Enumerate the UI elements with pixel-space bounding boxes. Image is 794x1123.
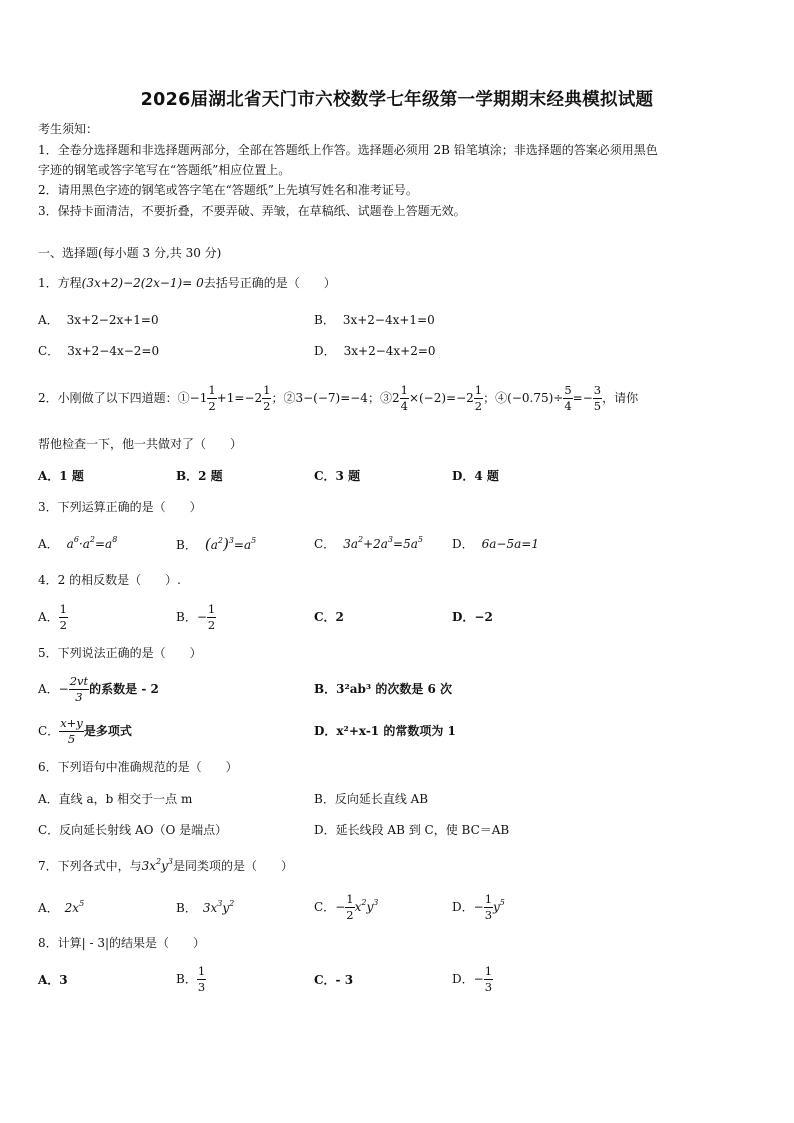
- fraction: $\frac{1}{4}$: [400, 383, 408, 413]
- q5-option-d[interactable]: D．x²+x-1 的常数项为 1: [314, 724, 456, 738]
- question-5: 5．下列说法正确的是（ ）: [38, 646, 202, 660]
- option-label: C．: [38, 724, 60, 738]
- fraction: $\frac{1}{2}$: [263, 383, 271, 413]
- option-label: A．: [38, 610, 59, 624]
- q1-option-b[interactable]: [314, 310, 435, 330]
- fraction: $\frac{x+y}{5}$: [60, 716, 83, 746]
- separator: ；④: [483, 391, 508, 405]
- minus-sign: −: [473, 972, 484, 986]
- q8-option-b[interactable]: [176, 962, 206, 996]
- option-label: D．: [452, 537, 474, 551]
- q2-option-b[interactable]: B．2 题: [176, 469, 223, 483]
- q8-option-a[interactable]: A．3: [38, 973, 68, 987]
- fraction: $\frac{1}{3}$: [484, 892, 493, 922]
- question-7: 7．下列各式中，与$3x^2y^3$是同类项的是（ ）: [38, 857, 294, 873]
- q7-option-a[interactable]: A． $2x^5$: [38, 899, 85, 915]
- option-label: A．: [38, 901, 59, 915]
- q7-option-d[interactable]: D．− $\frac{1}{3}$ $y^5$: [452, 892, 505, 922]
- option-label: D．: [452, 972, 474, 986]
- option-text: 3x+2−4x−2=0: [67, 344, 160, 358]
- notice-line-3: 3．保持卡面清洁，不要折叠，不要弄破、弄皱，在草稿纸、试题卷上答题无效。: [38, 204, 466, 218]
- page-title: 2026届湖北省天门市六校数学七年级第一学期期末经典模拟试题: [140, 90, 654, 110]
- q2-item-1b: +1=−2: [216, 391, 263, 405]
- q1-option-c[interactable]: [38, 341, 159, 361]
- q1-stem: 去括号正确的是（ ）: [203, 276, 336, 290]
- q2-option-d[interactable]: D．4 题: [452, 469, 499, 483]
- q5-option-c[interactable]: [38, 714, 132, 748]
- option-label: A．: [38, 682, 59, 696]
- option-text: 是多项式: [83, 724, 132, 738]
- q5-option-b[interactable]: B．3²ab³ 的次数是 6 次: [314, 682, 453, 696]
- notice-line-1b: 字迹的钢笔或答字笔写在“答题纸”相应位置上。: [38, 163, 291, 177]
- q8-option-d[interactable]: [452, 962, 493, 996]
- option-label: C．: [314, 537, 336, 551]
- q1-option-a[interactable]: [38, 310, 159, 330]
- q2-tail: ，请你: [602, 391, 639, 405]
- q2-item-3: ×(−2)=−2: [408, 391, 474, 405]
- q2-item-4: (−0.75)÷: [507, 391, 564, 405]
- q1-number: 1．方程: [38, 276, 82, 290]
- question-4: 4．2 的相反数是（ ）.: [38, 573, 181, 587]
- section-heading: 一、选择题(每小题 3 分,共 30 分): [38, 246, 222, 260]
- minus-sign: −: [58, 682, 69, 696]
- question-8: 8．计算| - 3|的结果是（ ）: [38, 936, 206, 950]
- notice-heading: 考生须知：: [38, 122, 99, 136]
- q4-option-c[interactable]: C．2: [314, 610, 344, 624]
- q6-option-d[interactable]: D．延长线段 AB 到 C，使 BC＝AB: [314, 823, 510, 837]
- q2-option-c[interactable]: C．3 题: [314, 469, 361, 483]
- fraction: $\frac{3}{5}$: [593, 383, 602, 413]
- minus-sign: −: [335, 900, 346, 914]
- q2-item-4b: =−: [572, 391, 593, 405]
- q3-option-c[interactable]: C． $3a^2+2a^3=5a^5$: [314, 535, 423, 551]
- q7-stem-tail: 是同类项的是（ ）: [173, 859, 294, 873]
- fraction: $\frac{1}{2}$: [208, 383, 216, 413]
- option-label: C．: [314, 900, 336, 914]
- question-6: 6．下列语句中准确规范的是（ ）: [38, 760, 238, 774]
- q2-stem: 2．小刚做了以下四道题：①: [38, 391, 190, 405]
- notice-line-2: 2．请用黑色字迹的钢笔或答字笔在“答题纸”上先填写姓名和准考证号。: [38, 183, 418, 197]
- q7-stem: 7．下列各式中，与: [38, 859, 142, 873]
- q4-option-b[interactable]: [176, 600, 216, 634]
- q1-equation: (3x+2)−2(2x−1)= 0: [81, 276, 204, 290]
- q5-option-a[interactable]: [38, 672, 159, 706]
- q4-option-d[interactable]: D．−2: [452, 610, 493, 624]
- q7-option-c[interactable]: C．− $\frac{1}{2}$ $x^2y^3$: [314, 892, 379, 922]
- option-label: B．: [176, 901, 197, 915]
- question-2: [38, 381, 638, 415]
- q2-continuation: 帮他检查一下，他一共做对了（ ）: [38, 437, 243, 451]
- q3-option-d[interactable]: [452, 534, 539, 554]
- fraction: $\frac{1}{2}$: [474, 383, 483, 413]
- option-label: B．: [314, 313, 335, 327]
- minus-sign: −: [196, 610, 207, 624]
- q2-item-1: −1: [189, 391, 208, 405]
- option-label: D．: [452, 900, 474, 914]
- q7-option-b[interactable]: B． $3x^3y^2$: [176, 899, 235, 915]
- option-label: D．: [314, 344, 336, 358]
- fraction: $\frac{2vt}{3}$: [69, 674, 89, 704]
- option-label: A．: [38, 313, 59, 327]
- fraction: $\frac{1}{3}$: [197, 964, 206, 994]
- q8-option-c[interactable]: C．- 3: [314, 973, 354, 987]
- option-text: 的系数是 - 2: [89, 682, 159, 696]
- separator: ；③: [367, 391, 392, 405]
- q2-item-2: 3−(−7)=−4: [295, 391, 368, 405]
- q6-option-c[interactable]: C．反向延长射线 AO（O 是端点）: [38, 823, 228, 837]
- q2-option-a[interactable]: A．1 题: [38, 469, 84, 483]
- option-label: B．: [176, 538, 197, 552]
- fraction: $\frac{1}{2}$: [59, 602, 67, 632]
- q6-option-b[interactable]: B．反向延长直线 AB: [314, 792, 429, 806]
- q2-item-3-whole: 2: [391, 391, 400, 405]
- question-3: 3．下列运算正确的是（ ）: [38, 500, 202, 514]
- option-label: B．: [176, 972, 197, 986]
- q4-option-a[interactable]: [38, 600, 68, 634]
- q6-option-a[interactable]: A．直线 a，b 相交于一点 m: [38, 792, 193, 806]
- minus-sign: −: [473, 900, 484, 914]
- separator: ；②: [271, 391, 296, 405]
- option-text: 3x+2−4x+1=0: [342, 313, 435, 327]
- option-label: A．: [38, 537, 59, 551]
- notice-line-1a: 1．全卷分选择题和非选择题两部分，全部在答题纸上作答。选择题必须用 2B 铅笔填涂；非选择题的答案必须用黑色: [38, 143, 658, 157]
- q3-option-a[interactable]: A． $a^6\cdot a^2=a^8$: [38, 535, 118, 551]
- fraction: $\frac{5}{4}$: [564, 383, 572, 413]
- option-label: B．: [176, 610, 197, 624]
- question-1: [38, 273, 336, 293]
- q3-option-b[interactable]: B． $(a^2)^3=a^5$: [176, 535, 257, 553]
- option-label: C．: [38, 344, 60, 358]
- fraction: $\frac{1}{3}$: [484, 964, 493, 994]
- q1-option-d[interactable]: [314, 341, 436, 361]
- option-text: 3x+2−2x+1=0: [66, 313, 159, 327]
- option-text: 3x+2−4x+2=0: [343, 344, 436, 358]
- fraction: $\frac{1}{2}$: [346, 892, 354, 922]
- fraction: $\frac{1}{2}$: [207, 602, 216, 632]
- option-text: 6a−5a=1: [481, 537, 539, 551]
